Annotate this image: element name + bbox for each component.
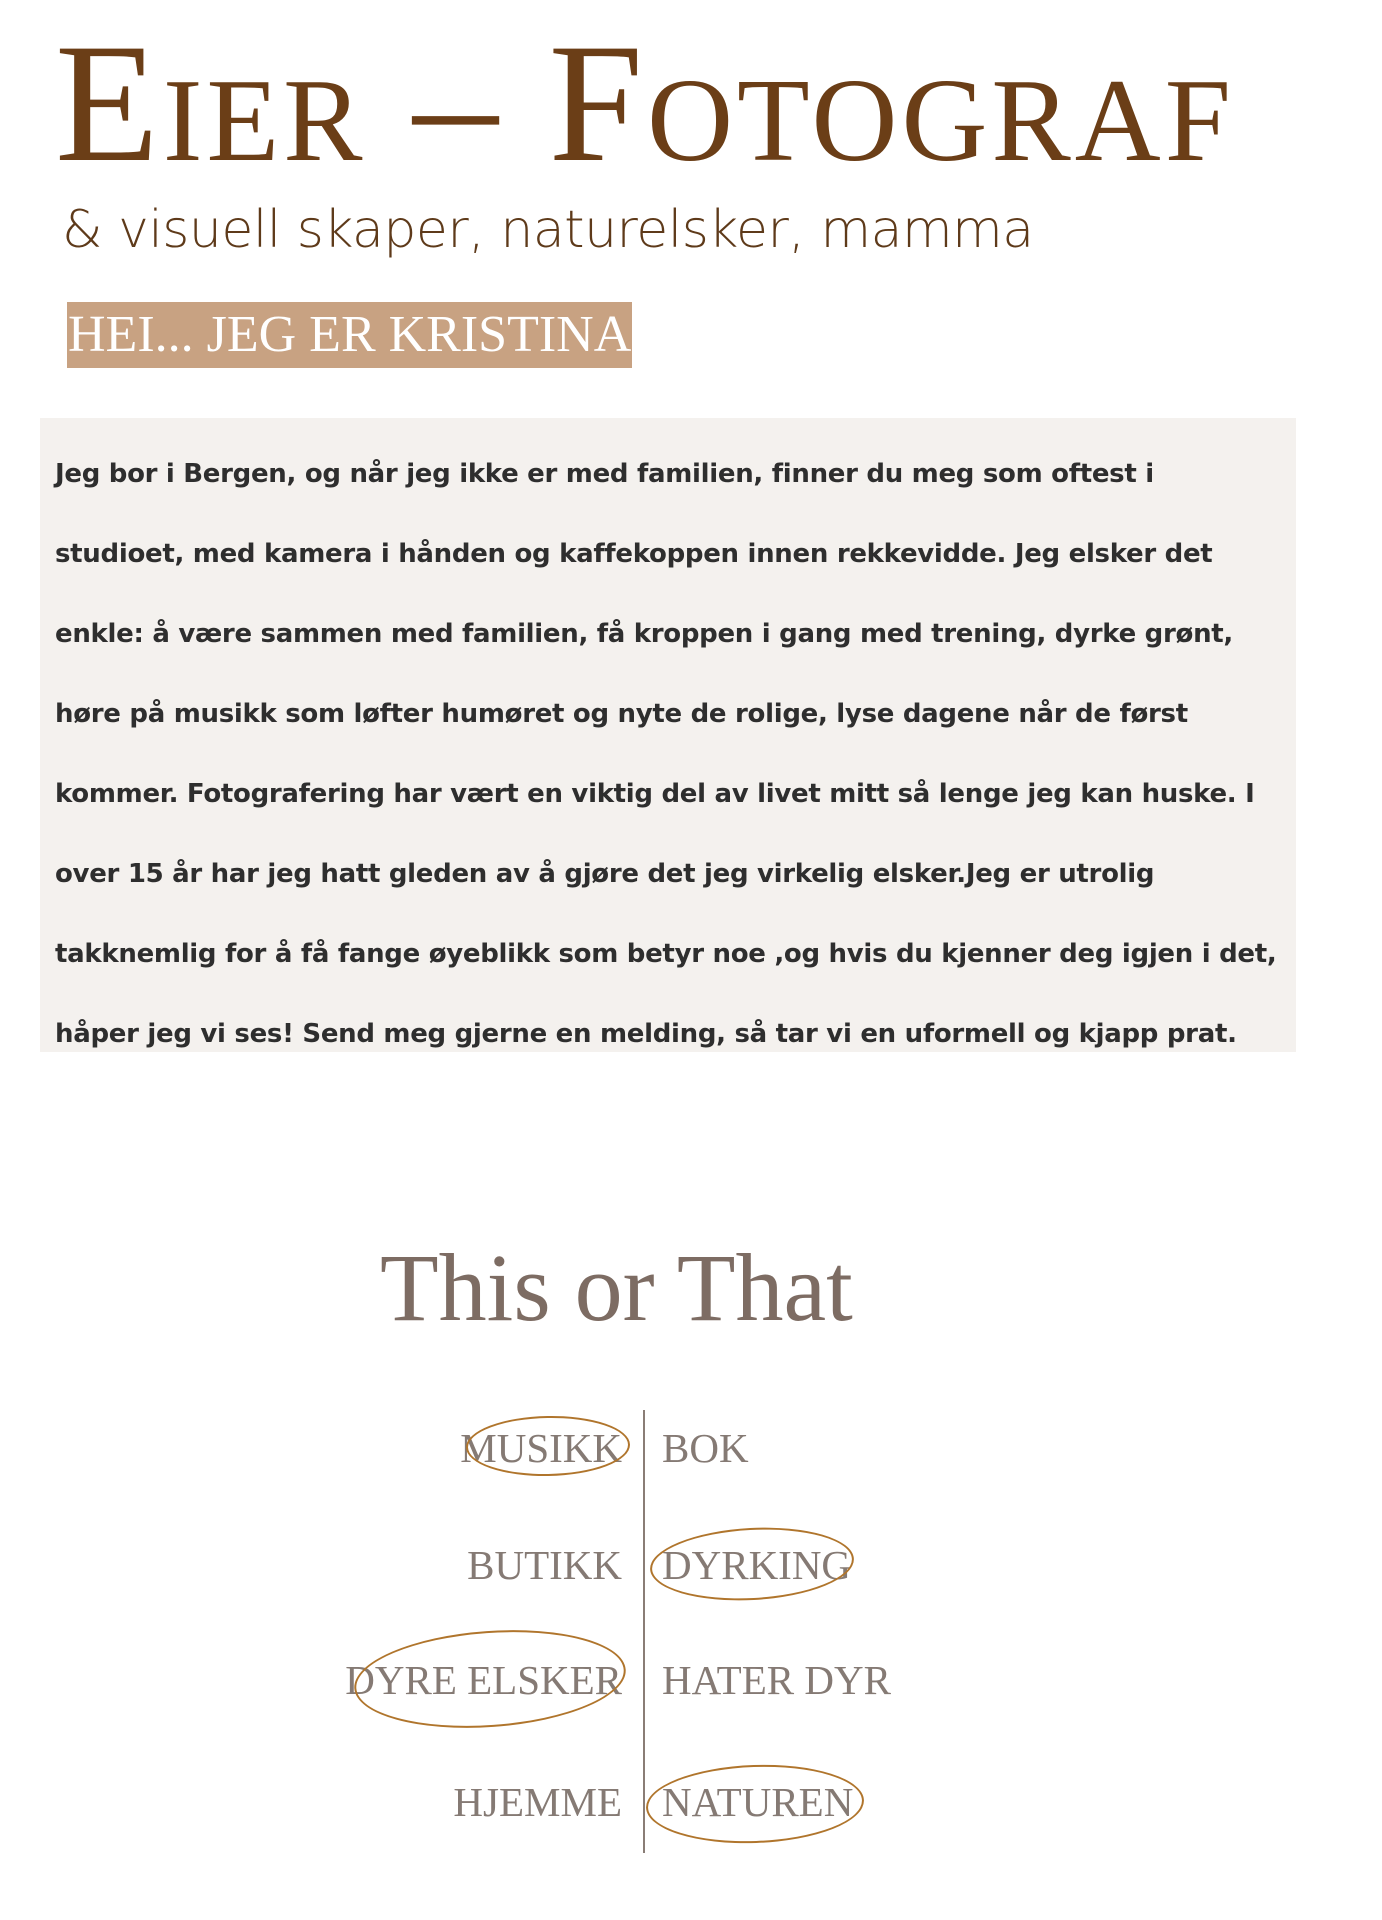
option-left-butikk: BUTIKK <box>467 1542 622 1588</box>
this-or-that-title: This or That <box>380 1234 853 1341</box>
option-right-bok: BOK <box>662 1425 749 1471</box>
option-left-dyre-elsker: DYRE ELSKER <box>345 1657 622 1703</box>
option-left-musikk: MUSIKK <box>460 1425 622 1471</box>
option-left-hjemme: HJEMME <box>453 1779 622 1825</box>
page-title: Eier – Fotograf <box>55 9 1235 197</box>
this-or-that-divider <box>643 1410 645 1853</box>
selection-circle-dyrking <box>648 1523 855 1606</box>
greeting-banner: HEI... JEG ER KRISTINA <box>67 302 632 368</box>
page-subtitle: & visuell skaper, naturelsker, mamma <box>62 200 1034 260</box>
bio-section <box>40 418 1296 1052</box>
selection-circle-dyre-elsker <box>351 1622 629 1737</box>
option-right-dyrking: DYRKING <box>662 1542 852 1588</box>
bio-text: Jeg bor i Bergen, og når jeg ikke er med familien, finner du meg som oftest i studioet, med kamera i hånden og kaffekoppen innen rekkevidde. Jeg elsker det enkle: å være sammen med familien, få kroppen i gang med trening, dyrke grønt, høre på musikk som løfter humøret og nyte de rolige, lyse dagene når de først kommer. Fotografering har vært en viktig del av livet mitt så lenge jeg kan huske. I over 15 år har jeg hatt gleden av å gjøre det jeg virkelig elsker.Jeg er utrolig takknemlig for å få fange øyeblikk som betyr noe ,og hvis du kjenner deg igjen i det, håper jeg vi ses! Send meg gjerne en melding, så tar vi en uformell og kjapp prat. <box>55 459 1277 1049</box>
option-right-naturen: NATUREN <box>662 1779 854 1825</box>
selection-circle-naturen <box>645 1761 866 1847</box>
option-right-hater-dyr: HATER DYR <box>662 1657 891 1703</box>
